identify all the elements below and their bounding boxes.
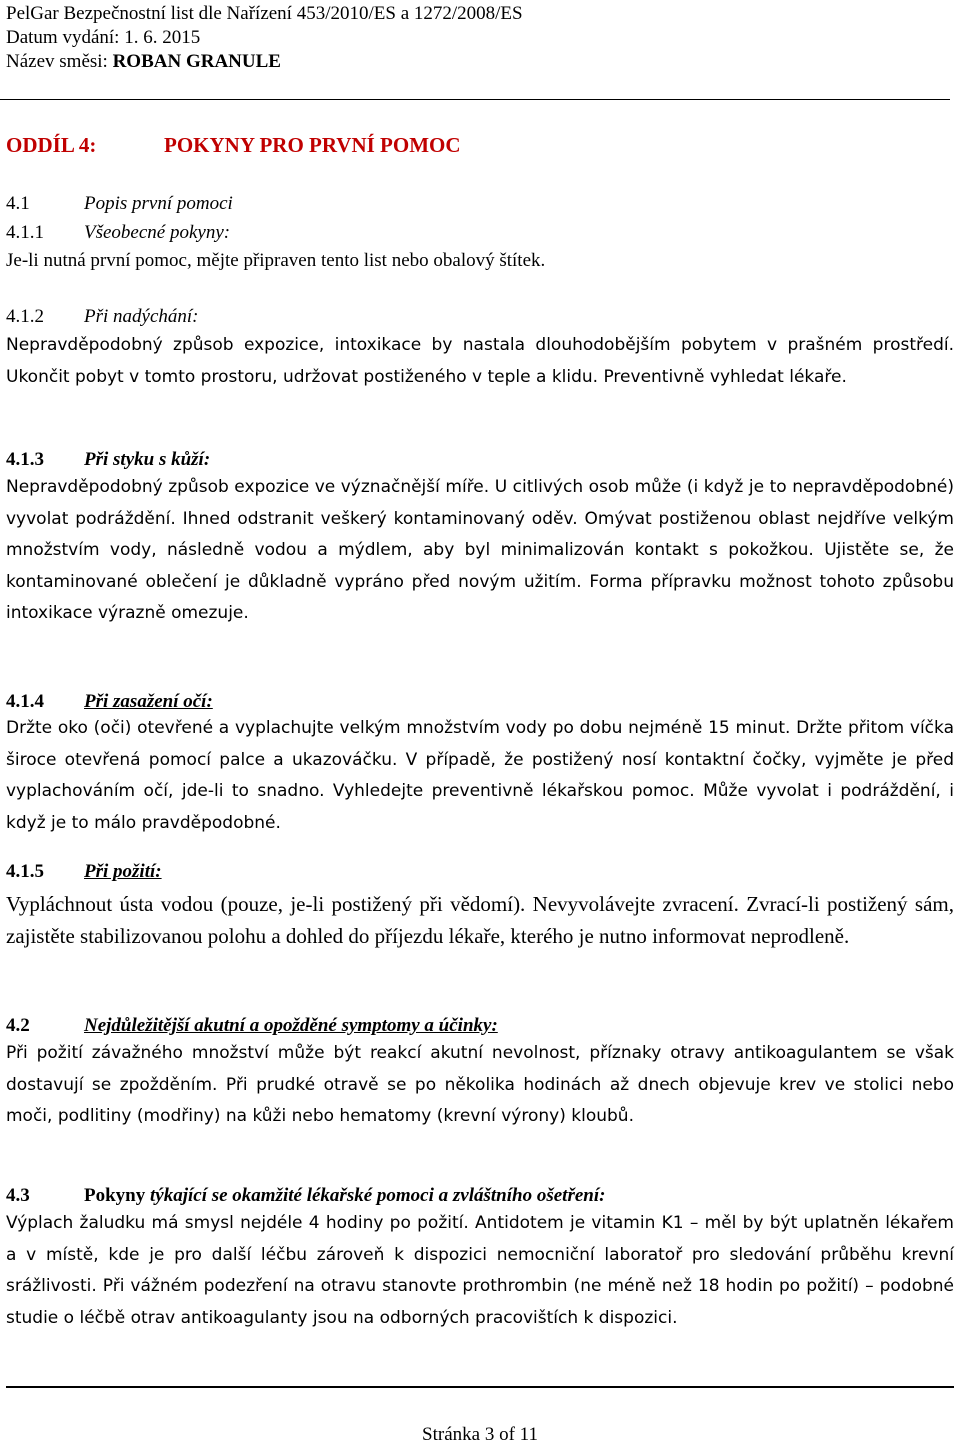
heading-4-1-1-label: Všeobecné pokyny: [84,222,231,243]
section-title: POKYNY PRO PRVNÍ POMOC [164,133,461,157]
section-heading [6,133,461,158]
heading-4-1-3-label: Při styku s kůží: [84,449,211,470]
paragraph-4-2: Při požití závažného množství může být reakcí akutní nevolnost, příznaky otravy antikoagulantem se však dostavují se zpožděním. Při prudké otravě se po několika hodinách až dnech objevuje krev ve stolici nebo moči, podlitiny (modřiny) na kůži nebo hematomy (krevní výrony) kloubů. [6,1043,954,1126]
heading-4-1-1-number: 4.1.1 [6,222,44,243]
header-mixture-label: Název směsi: [6,51,113,72]
heading-4-3-label-italic: týkající se okamžité lékařské pomoci a zvláštního ošetření: [150,1185,606,1206]
heading-4-1-5-number: 4.1.5 [6,861,44,882]
paragraph-4-1-4: Držte oko (oči) otevřené a vyplachujte velkým množstvím vody po dobu nejméně 15 minut. Držte přitom víčka široce otevřená pomocí palce a ukazováčku. V případě, že postižený nosí kontaktní čočky, vyjměte je před vyplachováním očí, jde-li to snadno. Vyhledejte preventivně lékařskou pomoc. Může vyvolat i podráždění, i když je to málo pravděpodobné. [6,718,954,833]
page-number: Stránka 3 of 11 [422,1424,538,1445]
paragraph-4-3: Výplach žaludku má smysl nejdéle 4 hodiny po požití. Antidotem je vitamin K1 – měl by být uplatněn lékařem a v místě, kde je pro další léčbu zároveň k dispozici nemocniční laboratoř pro sledování průběhu krevní srážlivosti. Při vážném podezření na otravu stanovte prothrombin (ne méně než 18 hodin po požití) – podobné studie o léčbě otrav antikoagulanty jsou na odborných pracovištích k dispozici. [6,1213,954,1328]
section-number: ODDÍL 4: [6,133,97,157]
heading-4-1-5-label: Při požití: [84,861,162,882]
heading-4-1-2-number: 4.1.2 [6,306,44,327]
heading-4-3 [6,1184,605,1208]
heading-4-2 [6,1014,498,1038]
heading-4-2-label: Nejdůležitější akutní a opožděné symptomy a účinky: [84,1015,498,1036]
paragraph-4-1-5: Vypláchnout ústa vodou (pouze, je-li postižený při vědomí). Nevyvolávejte zvracení. Zvrací-li postižený sám, zajistěte stabilizovanou polohu a dohled do příjezdu lékaře, kterého je nutno informovat neprodleně. [6,892,954,948]
heading-4-1-4-label: Při zasažení očí: [84,691,213,712]
heading-4-1-3 [6,448,210,472]
heading-4-2-number: 4.2 [6,1015,30,1036]
header-mixture-name [6,51,281,73]
heading-4-1-5 [6,860,162,884]
paragraph-4-1-1: Je-li nutná první pomoc, mějte připraven tento list nebo obalový štítek. [6,250,546,271]
heading-4-1-3-number: 4.1.3 [6,449,44,470]
heading-4-1-number: 4.1 [6,193,30,214]
footer-divider [6,1386,954,1388]
header-mixture-value: ROBAN GRANULE [112,51,281,72]
heading-4-1 [6,192,233,216]
paragraph-4-1-3: Nepravděpodobný způsob expozice ve význačnější míře. U citlivých osob může (i když je to nepravděpodobné) vyvolat podráždění. Ihned odstranit veškerý kontaminovaný oděv. Omývat postiženou oblast nejdříve velkým množstvím vody, následně vodou a mýdlem, aby byl minimalizován kontakt s pokožkou. Ujistěte se, že kontaminované oblečení je důkladně vypráno před novým užitím. Forma přípravku možnost tohoto způsobu intoxikace výrazně omezuje. [6,477,954,623]
heading-4-1-1 [6,221,230,245]
paragraph-4-1-2: Nepravděpodobný způsob expozice, intoxikace by nastala dlouhodobějším pobytem v prašném prostředí. Ukončit pobyt v tomto prostoru, udržovat postiženého v teple a klidu. Preventivně vyhledat lékaře. [6,335,954,387]
heading-4-1-4-number: 4.1.4 [6,691,44,712]
header-divider [0,99,950,100]
heading-4-1-label: Popis první pomoci [84,193,233,214]
heading-4-3-label-plain: Pokyny [84,1185,150,1206]
heading-4-1-2 [6,305,199,329]
header-issue-date: Datum vydání: 1. 6. 2015 [6,27,201,48]
heading-4-1-2-label: Při nadýchání: [84,306,199,327]
heading-4-3-number: 4.3 [6,1185,30,1206]
header-regulation: PelGar Bezpečnostní list dle Nařízení 453/2010/ES a 1272/2008/ES [6,3,523,24]
heading-4-1-4 [6,690,213,714]
